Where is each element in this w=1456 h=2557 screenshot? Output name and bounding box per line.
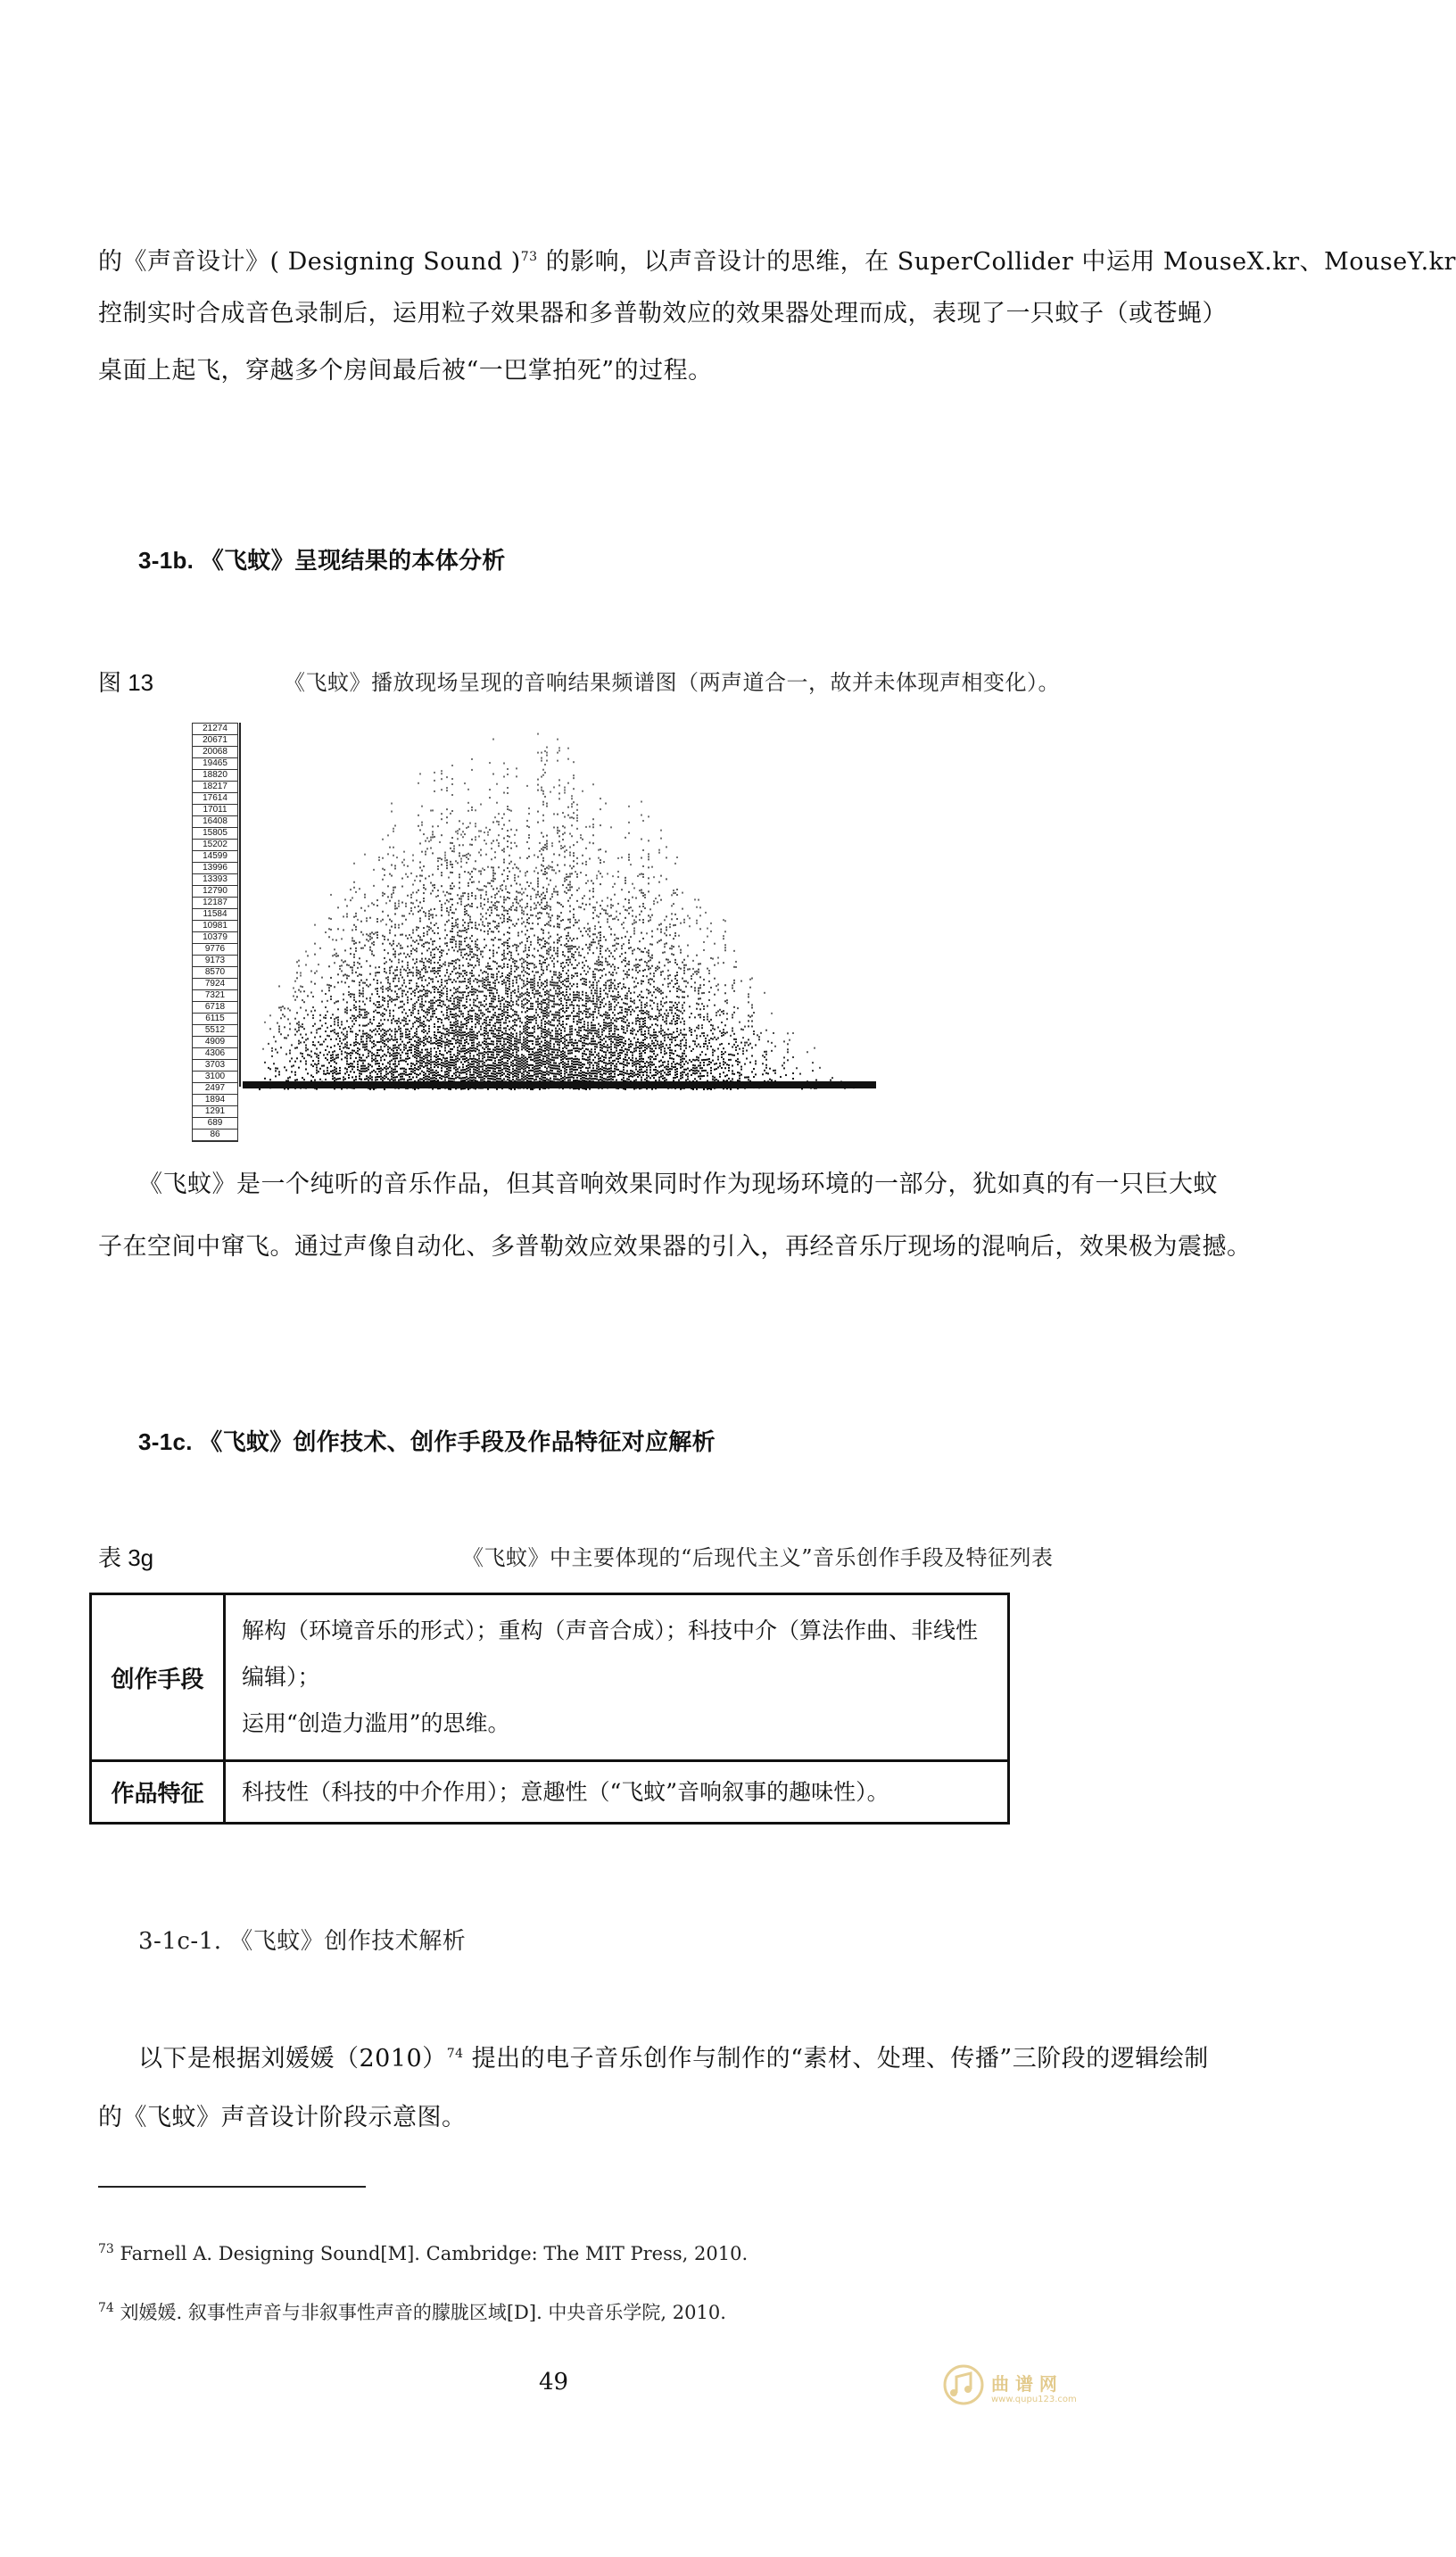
- frequency-tick-label: 2497: [193, 1083, 237, 1095]
- table-cell-line: 解构（环境音乐的形式）；重构（声音合成）；科技中介（算法作曲、非线性编辑）；: [242, 1618, 979, 1690]
- footnote-divider: [98, 2186, 366, 2188]
- axis-rule: [239, 723, 241, 1087]
- table-label: 表 3g: [98, 1544, 154, 1571]
- watermark: [941, 2363, 1093, 2416]
- footnote-73: [98, 2242, 748, 2264]
- table-cell-line: 运用“创造力滥用”的思维。: [242, 1710, 510, 1736]
- frequency-tick-label: 11584: [193, 909, 237, 921]
- frequency-tick-label: 7321: [193, 990, 237, 1002]
- figure-label: 图 13: [98, 669, 154, 696]
- frequency-tick-label: 9173: [193, 956, 237, 967]
- frequency-axis: [192, 723, 238, 1142]
- spectrogram-image: [243, 723, 876, 1088]
- paragraph-1-line-1-text-a: 的《声音设计》( Designing Sound ): [98, 248, 521, 276]
- paragraph-1-line-1: [98, 234, 1456, 285]
- frequency-tick-label: 15202: [193, 840, 237, 851]
- frequency-tick-label: 18820: [193, 770, 237, 782]
- figure-caption: 《飞蚊》播放现场呈现的音响结果频谱图（两声道合一，故并未体现声相变化）。: [284, 670, 1060, 695]
- frequency-tick-label: 86: [193, 1130, 237, 1141]
- frequency-tick-label: 18217: [193, 782, 237, 793]
- table-row-head: 创作手段: [91, 1594, 225, 1761]
- paragraph-3-line-1: [138, 2031, 1209, 2082]
- frequency-tick-label: 1291: [193, 1106, 237, 1118]
- frequency-tick-label: 16408: [193, 816, 237, 828]
- frequency-tick-label: 20671: [193, 735, 237, 747]
- frequency-tick-label: 12790: [193, 886, 237, 898]
- frequency-tick-label: 10981: [193, 921, 237, 932]
- frequency-tick-label: 14599: [193, 851, 237, 863]
- watermark-logo-icon: [941, 2363, 986, 2407]
- frequency-tick-label: 6718: [193, 1002, 237, 1014]
- table-row-head: 作品特征: [91, 1761, 225, 1824]
- section-heading-3-1c: 3-1c. 《飞蚊》创作技术、创作手段及作品特征对应解析: [138, 1428, 716, 1455]
- spectrogram-figure: [189, 723, 876, 1139]
- frequency-tick-label: 19465: [193, 758, 237, 770]
- footnote-number: 73: [98, 2242, 114, 2256]
- paragraph-3-line-2: 的《飞蚊》声音设计阶段示意图。: [98, 2104, 467, 2131]
- paragraph-1-line-1-text-b: 的影响，以声音设计的思维，在 SuperCollider 中运用 MouseX.kr、MouseY.kr: [537, 248, 1456, 276]
- frequency-tick-label: 3100: [193, 1072, 237, 1083]
- paragraph-2-line-2: 子在空间中窜飞。通过声像自动化、多普勒效应效果器的引入，再经音乐厅现场的混响后，效果极为震撼。: [98, 1233, 1252, 1261]
- frequency-tick-label: 4909: [193, 1037, 237, 1048]
- frequency-tick-label: 21274: [193, 724, 237, 735]
- paragraph-2-line-1: 《飞蚊》是一个纯听的音乐作品，但其音响效果同时作为现场环境的一部分，犹如真的有一只巨大蚊: [138, 1171, 1218, 1198]
- page-number: 49: [539, 2369, 569, 2396]
- subsection-heading-3-1c-1: 3-1c-1. 《飞蚊》创作技术解析: [138, 1928, 467, 1955]
- paragraph-3-line-1-text-b: 提出的电子音乐创作与制作的“素材、处理、传播”三阶段的逻辑绘制: [463, 2045, 1209, 2073]
- frequency-tick-label: 15805: [193, 828, 237, 840]
- paragraph-3-line-1-text-a: 以下是根据刘媛媛（2010）: [138, 2045, 447, 2073]
- frequency-tick-label: 4306: [193, 1048, 237, 1060]
- paragraph-1-line-3: 桌面上起飞，穿越多个房间最后被“一巴掌拍死”的过程。: [98, 357, 713, 385]
- frequency-tick-label: 9776: [193, 944, 237, 956]
- frequency-tick-label: 17011: [193, 805, 237, 816]
- frequency-tick-label: 5512: [193, 1025, 237, 1037]
- footnote-number: 74: [98, 2301, 114, 2315]
- footnote-ref-73[interactable]: 73: [520, 250, 538, 264]
- frequency-tick-label: 12187: [193, 898, 237, 909]
- watermark-url: www.qupu123.com: [991, 2395, 1077, 2404]
- frequency-tick-label: 10379: [193, 932, 237, 944]
- footnote-text: 刘媛媛. 叙事性声音与非叙事性声音的朦胧区域[D]. 中央音乐学院, 2010.: [113, 2302, 726, 2323]
- frequency-tick-label: 689: [193, 1118, 237, 1130]
- frequency-tick-label: 6115: [193, 1014, 237, 1025]
- watermark-text: 曲 谱 网: [991, 2373, 1057, 2395]
- table-cell-line: 科技性（科技的中介作用）；意趣性（“飞蚊”音响叙事的趣味性）。: [242, 1778, 889, 1805]
- paragraph-1-line-2: 控制实时合成音色录制后，运用粒子效果器和多普勒效应的效果器处理而成，表现了一只蚊子（或苍蝇）: [98, 300, 1227, 327]
- section-heading-3-1b: 3-1b. 《飞蚊》呈现结果的本体分析: [138, 547, 506, 574]
- footnote-ref-74[interactable]: 74: [446, 2047, 464, 2061]
- frequency-tick-label: 13393: [193, 874, 237, 886]
- frequency-tick-label: 1894: [193, 1095, 237, 1106]
- frequency-tick-label: 13996: [193, 863, 237, 874]
- frequency-tick-label: 20068: [193, 747, 237, 758]
- table-cell: [225, 1594, 1009, 1761]
- frequency-tick-label: 8570: [193, 967, 237, 979]
- table-row: [91, 1761, 1009, 1824]
- table-cell: [225, 1761, 1009, 1824]
- table-caption: 《飞蚊》中主要体现的“后现代主义”音乐创作手段及特征列表: [462, 1545, 1054, 1570]
- table-row: [91, 1594, 1009, 1761]
- frequency-tick-label: 17614: [193, 793, 237, 805]
- footnote-74: [98, 2298, 726, 2325]
- frequency-tick-label: 7924: [193, 979, 237, 990]
- features-table: [89, 1593, 1010, 1825]
- frequency-tick-label: 3703: [193, 1060, 237, 1072]
- footnote-text: Farnell A. Designing Sound[M]. Cambridge: The MIT Press, 2010.: [113, 2243, 749, 2264]
